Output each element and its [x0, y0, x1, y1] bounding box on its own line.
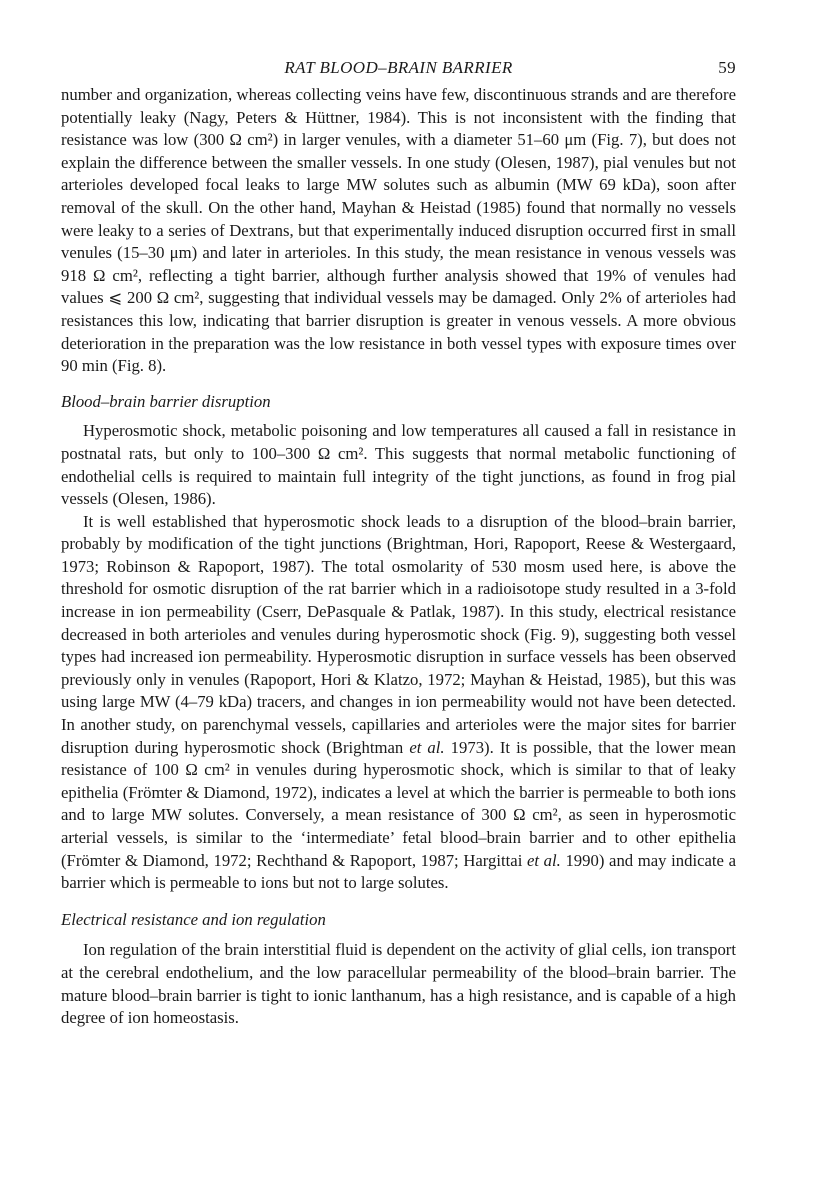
running-head: [61, 56, 736, 84]
paragraph-text-part: It is well established that hyperosmotic shock leads to a disruption of the blood–brain barrier, probably by modification of the tight junctions (Brightman, Hori, Rapoport, Reese & Westergaard, 1973; Robinson & Rapoport, 1987). The total osmolarity of 530 mosm used here, is above the threshold for osmotic disruption of the rat barrier which in a radioisotope study resulted in a 3-fold increase in ion permeability (Cserr, DePasquale & Patlak, 1987). In this study, electrical resistance decreased in both arterioles and venules during hyperosmotic shock (Fig. 9), suggesting both vessel types had increased ion permeability. Hyperosmotic disruption in surface vessels has been observed previously only in venules (Rapoport, Hori & Klatzo, 1972; Mayhan & Heistad, 1985), but this was using large MW (4–79 kDa) tracers, and changes in ion permeability would not have been detected. In another study, on parenchymal vessels, capillaries and arterioles were the major sites for barrier disruption during hyperosmotic shock (Brightman: [61, 511, 736, 757]
citation-et-al: et al.: [409, 737, 445, 757]
paragraph-osmotic-disruption: [61, 511, 736, 895]
journal-page: [61, 56, 736, 1030]
page-number: 59: [718, 58, 736, 77]
citation-et-al: et al.: [526, 850, 561, 870]
paragraph-hyperosmotic-shock: Hyperosmotic shock, metabolic poisoning and low temperatures all caused a fall in resistance in postnatal rats, but only to 100–300 Ω cm². This suggests that normal metabolic functioning of endothelial cells is required to maintain full integrity of the tight junctions, as found in frog pial vessels (Olesen, 1986).: [61, 421, 736, 509]
section-heading-barrier-disruption: Blood–brain barrier disruption: [61, 391, 271, 411]
paragraph-continued: number and organization, whereas collecting veins have few, discontinuous strands and are therefore potentially leaky (Nagy, Peters & Hüttner, 1984). This is not inconsistent with the finding that resistance was low (300 Ω cm²) in larger venules, with a diameter 51–60 μm (Fig. 7), but does not explain the difference between the smaller vessels. In one study (Olesen, 1987), pial venules but not arterioles developed focal leaks to large MW solutes such as albumin (MW 69 kDa), soon after removal of the skull. On the other hand, Mayhan & Heistad (1985) found that normally no vessels were leaky to a series of Dextrans, but that experimentally induced disruption occurred first in small venules (15–30 μm) and later in arterioles. In this study, the mean resistance in venous vessels was 918 Ω cm², reflecting a tight barrier, although further analysis showed that 19% of venules had values ⩽ 200 Ω cm², suggesting that individual vessels may be damaged. Only 2% of arterioles had resistances this low, indicating that barrier disruption is greater in venous vessels. A more obvious deterioration in the preparation was the low resistance in both vessel types with exposure times over 90 min (Fig. 8).: [61, 85, 736, 376]
paragraph-text-part: 1973). It is possible, that the lower mean resistance of 100 Ω cm² in venules during hyperosmotic shock, which is similar to that of leaky epithelia (Frömter & Diamond, 1972), indicates a level at which the barrier is permeable to both ions and to large MW solutes. Conversely, a mean resistance of 300 Ω cm², as seen in hyperosmotic arterial vessels, is similar to the ‘intermediate’ fetal blood–brain barrier and to other epithelia (Frömter & Diamond, 1972; Rechthand & Rapoport, 1987; Hargittai: [61, 737, 737, 870]
running-title: RAT BLOOD–BRAIN BARRIER: [284, 58, 513, 77]
section-heading-ion-regulation: Electrical resistance and ion regulation: [61, 909, 326, 929]
paragraph-ion-regulation: Ion regulation of the brain interstitial fluid is dependent on the activity of glial cells, ion transport at the cerebral endothelium, and the low paracellular permeability of the blood–brain barrier. The mature blood–brain barrier is tight to ionic lanthanum, has a high resistance, and is capable of a high degree of ion homeostasis.: [61, 940, 736, 1028]
paragraph-text-part: 1990) and may indicate a barrier which is permeable to ions but not to large solutes.: [61, 850, 737, 893]
